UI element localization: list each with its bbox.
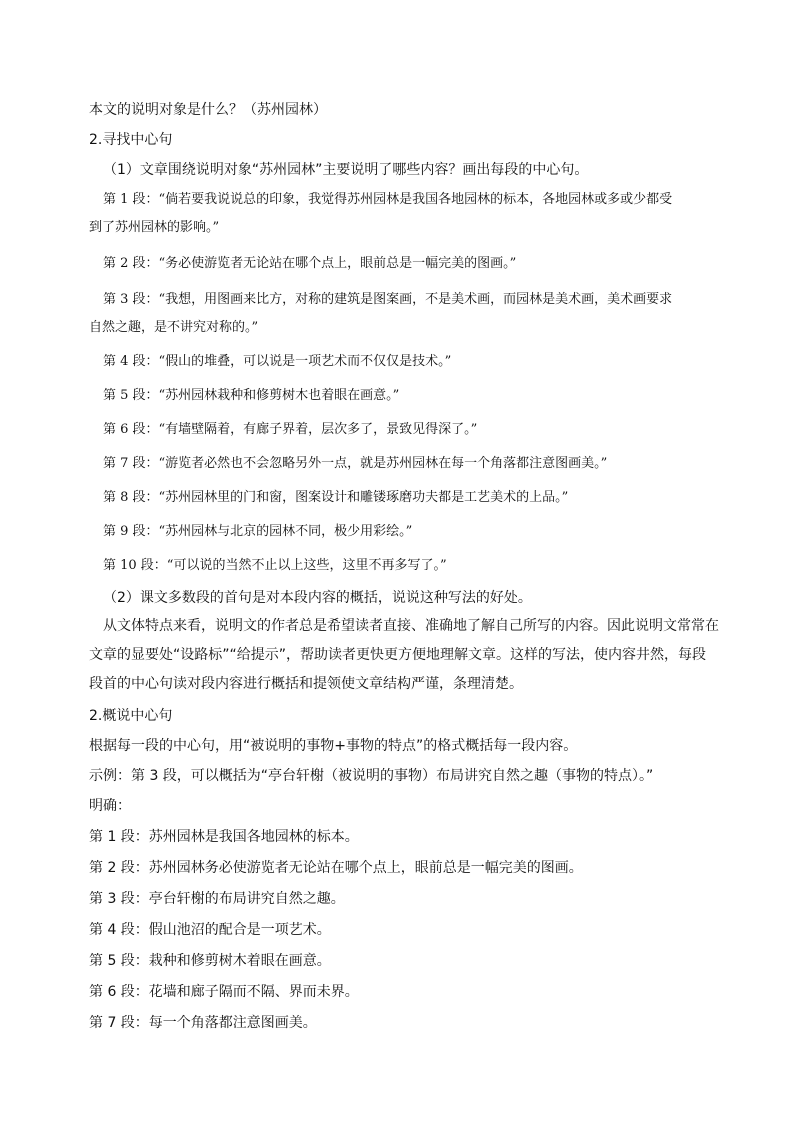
summary-paragraph-4: 第 4 段：假山池沼的配合是一项艺术。	[89, 922, 331, 938]
answer-2-line3: 段首的中心句读对段内容进行概括和提领使文章结构严谨，条理清楚。	[89, 676, 523, 692]
summary-paragraph-5: 第 5 段：栽种和修剪树木着眼在画意。	[89, 953, 331, 969]
paragraph-1-quote-line2: 到了苏州园林的影响。”	[89, 220, 220, 235]
heading-summarize-central-sentence: 2.概说中心句	[89, 708, 173, 724]
summary-paragraph-6: 第 6 段：花墙和廊子隔而不隔、界而未界。	[89, 984, 359, 1000]
paragraph-1-quote-line1: 第 1 段：“倘若要我说说总的印象，我觉得苏州园林是我国各地园林的标本，各地园林或多或少都受	[103, 192, 673, 207]
paragraph-7-quote: 第 7 段：“游览者必然也不会忽略另外一点，就是苏州园林在每一个角落都注意图画美。”	[103, 456, 608, 471]
paragraph-8-quote: 第 8 段：“苏州园林里的门和窗，图案设计和雕镂琢磨功夫都是工艺美术的上品。”	[103, 490, 569, 505]
question-object: 本文的说明对象是什么？（苏州园林）	[89, 102, 327, 118]
paragraph-6-quote: 第 6 段：“有墙壁隔着，有廊子界着，层次多了，景致见得深了。”	[103, 422, 478, 437]
paragraph-3-quote-line1: 第 3 段：“我想，用图画来比方，对称的建筑是图案画，不是美术画，而园林是美术画，美术画要求	[103, 292, 673, 307]
paragraph-5-quote: 第 5 段：“苏州园林栽种和修剪树木也着眼在画意。”	[103, 388, 400, 403]
paragraph-4-quote: 第 4 段：“假山的堆叠，可以说是一项艺术而不仅仅是技术。”	[103, 354, 452, 369]
paragraph-2-quote: 第 2 段：“务必使游览者无论站在哪个点上，眼前总是一幅完美的图画。”	[103, 256, 517, 271]
summary-paragraph-3: 第 3 段：亭台轩榭的布局讲究自然之趣。	[89, 891, 345, 907]
summary-paragraph-7: 第 7 段：每一个角落都注意图画美。	[89, 1015, 317, 1031]
paragraph-3-quote-line2: 自然之趣，是不讲究对称的。”	[89, 320, 259, 335]
document-body	[89, 100, 729, 1033]
mingque-label: 明确：	[89, 798, 131, 814]
question-1: （1）文章围绕说明对象“苏州园林”主要说明了哪些内容？画出每段的中心句。	[103, 162, 589, 178]
paragraph-10-quote: 第 10 段：“可以说的当然不止以上这些，这里不再多写了。”	[103, 558, 447, 573]
summary-paragraph-1: 第 1 段：苏州园林是我国各地园林的标本。	[89, 829, 359, 845]
answer-2-line1: 从文体特点来看，说明文的作者总是希望读者直接、准确地了解自己所写的内容。因此说明文常常在	[103, 618, 719, 634]
paragraph-9-quote: 第 9 段：“苏州园林与北京的园林不同，极少用彩绘。”	[103, 524, 413, 539]
answer-2-line2: 文章的显要处“设路标”“给提示”，帮助读者更快更方便地理解文章。这样的写法，使内容井然，每段	[89, 647, 707, 663]
instruction: 根据每一段的中心句，用“被说明的事物+事物的特点”的格式概括每一段内容。	[89, 738, 578, 754]
question-2: （2）课文多数段的首句是对本段内容的概括，说说这种写法的好处。	[103, 590, 532, 606]
example: 示例：第 3 段，可以概括为“亭台轩榭（被说明的事物）布局讲究自然之趣（事物的特点）。”	[89, 768, 654, 784]
heading-find-central-sentence: 2.寻找中心句	[89, 132, 173, 148]
summary-paragraph-2: 第 2 段：苏州园林务必使游览者无论站在哪个点上，眼前总是一幅完美的图画。	[89, 860, 583, 876]
